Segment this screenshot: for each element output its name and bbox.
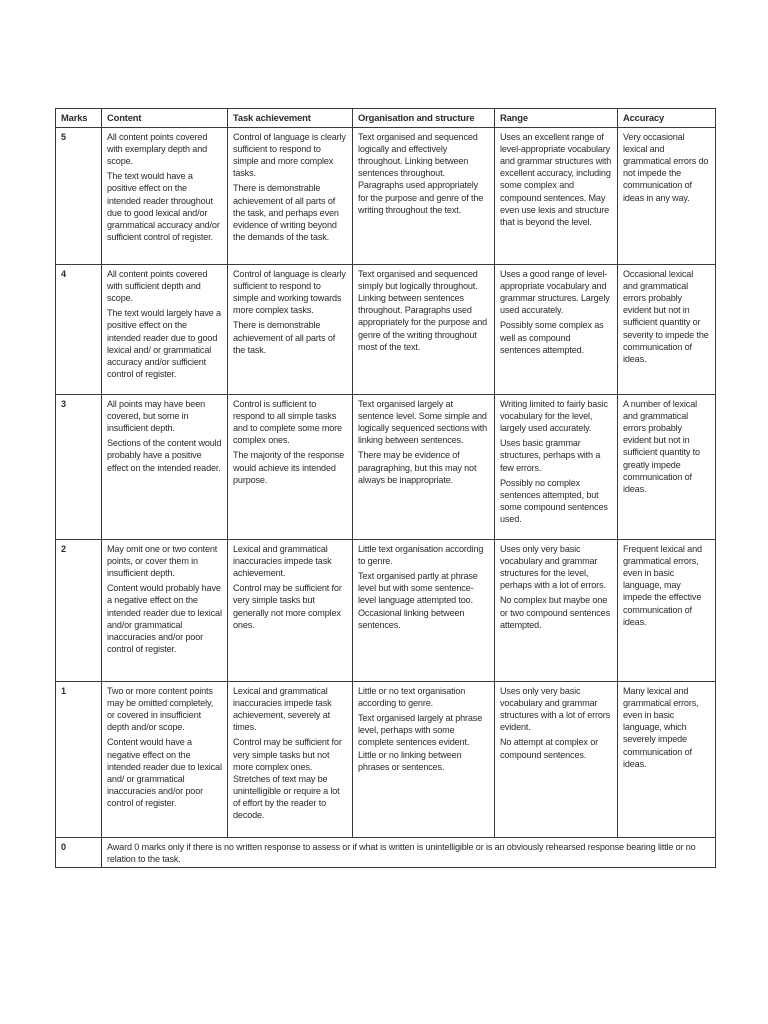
cell-paragraph: Content would probably have a negative effect on the intended reader due to lexical and/or grammatical inaccuracies and/or poor control of register. [107, 583, 222, 654]
header-content: Content [102, 109, 228, 128]
cell-paragraph: Uses an excellent range of level-appropriate vocabulary and grammar structures with excellent accuracy, including some complex and compound sentences. May even use lexis and structure that is beyond the level. [500, 132, 612, 227]
mark-cell: 2 [56, 540, 102, 682]
cell-paragraph: Text organised and sequenced logically and effectively throughout. Linking between sentences throughout. Paragraphs used appropriately for the purpose and genre of the writing throughout the text. [358, 132, 484, 215]
cell-paragraph: There is demonstrable achievement of all parts of the task, and perhaps even evidence of writing beyond the demands of the task. [233, 183, 339, 242]
organisation-cell [353, 540, 495, 682]
cell-paragraph: Uses a good range of level-appropriate vocabulary and grammar structures. Largely used accurately. [500, 269, 610, 316]
zero-marks-note: Award 0 marks only if there is no written response to assess or if what is written is unintelligible or is an obviously rehearsed response bearing little or no relation to the task. [102, 838, 716, 868]
cell-paragraph: Possibly some complex as well as compound sentences attempted. [500, 320, 604, 355]
accuracy-cell [618, 265, 716, 395]
cell-paragraph: Text organised and sequenced simply but logically throughout. Linking between sentences throughout. Paragraphs used appropriately for the purpose and genre of the writing throughout most of the text. [358, 269, 488, 352]
cell-paragraph: Control of language is clearly sufficient to respond to simple and more complex tasks. [233, 132, 346, 179]
mark-cell: 3 [56, 395, 102, 540]
accuracy-cell [618, 128, 716, 265]
cell-paragraph: There is demonstrable achievement of all parts of the task. [233, 320, 336, 355]
range-cell [495, 540, 618, 682]
task-cell [228, 395, 353, 540]
cell-paragraph: Writing limited to fairly basic vocabulary for the level, largely used accurately. [500, 399, 608, 434]
header-range: Range [495, 109, 618, 128]
accuracy-cell [618, 682, 716, 838]
cell-paragraph: There may be evidence of paragraphing, but this may not always be inappropriate. [358, 450, 477, 485]
cell-paragraph: Control may be sufficient for very simple tasks but not more complex ones. Stretches of text may be unintelligible or require a lot of effort by the reader to decode. [233, 737, 342, 821]
range-cell [495, 682, 618, 838]
accuracy-cell [618, 395, 716, 540]
cell-paragraph: Text organised partly at phrase level but with some sentence-level language attempted too. Occasional linking between sentences. [358, 571, 478, 630]
table-row [56, 128, 716, 265]
range-cell [495, 265, 618, 395]
cell-paragraph: Control may be sufficient for very simple tasks but generally not more complex ones. [233, 583, 342, 630]
content-cell [102, 682, 228, 838]
cell-paragraph: The text would have a positive effect on the intended reader throughout due to good lexical and/or grammatical accuracy and/or sufficient control of register. [107, 171, 220, 242]
cell-paragraph: Lexical and grammatical inaccuracies impede task achievement, severely at times. [233, 686, 332, 733]
table-row-zero [56, 838, 716, 868]
cell-paragraph: Very occasional lexical and grammatical errors do not impede the communication of ideas in any way. [623, 132, 709, 203]
task-cell [228, 128, 353, 265]
cell-paragraph: Content would have a negative effect on the intended reader due to lexical and/ or grammatical inaccuracies and/or poor control of register. [107, 737, 222, 808]
cell-paragraph: Uses only very basic vocabulary and grammar structures with a lot of errors evident. [500, 686, 611, 733]
cell-paragraph: Control of language is clearly sufficient to respond to simple and working towards more complex tasks. [233, 269, 346, 316]
content-cell [102, 540, 228, 682]
table-row [56, 395, 716, 540]
range-cell [495, 395, 618, 540]
cell-paragraph: No complex but maybe one or two compound sentences attempted. [500, 595, 610, 630]
table-row [56, 265, 716, 395]
cell-paragraph: Little text organisation according to genre. [358, 544, 484, 567]
cell-paragraph: May omit one or two content points, or cover them in insufficient depth. [107, 544, 218, 579]
cell-paragraph: Sections of the content would probably have a positive effect on the intended reader. [107, 438, 222, 473]
cell-paragraph: Two or more content points may be omitted completely, or covered in insufficient depth and/or scope. [107, 686, 214, 733]
cell-paragraph: Uses basic grammar structures, perhaps with a few errors. [500, 438, 601, 473]
cell-paragraph: All content points covered with exemplary depth and scope. [107, 132, 208, 167]
cell-paragraph: Text organised largely at sentence level. Some simple and logically sequenced sections with linking between sentences. [358, 399, 488, 446]
header-accuracy: Accuracy [618, 109, 716, 128]
table-row [56, 540, 716, 682]
cell-paragraph: Little or no text organisation according to genre. [358, 686, 466, 709]
cell-paragraph: Uses only very basic vocabulary and grammar structures for the level, perhaps with a lot of errors. [500, 544, 606, 591]
cell-paragraph: The majority of the response would achieve its intended purpose. [233, 450, 345, 485]
mark-cell: 4 [56, 265, 102, 395]
organisation-cell [353, 682, 495, 838]
content-cell [102, 265, 228, 395]
content-cell [102, 395, 228, 540]
header-task-achievement: Task achievement [228, 109, 353, 128]
cell-paragraph: No attempt at complex or compound sentences. [500, 737, 598, 760]
mark-cell: 1 [56, 682, 102, 838]
cell-paragraph: Occasional lexical and grammatical errors probably evident but not in sufficient quantity or severity to impede the communication of ideas. [623, 269, 709, 364]
organisation-cell [353, 128, 495, 265]
cell-paragraph: Text organised largely at phrase level, perhaps with some complete sentences evident. Little or no linking between phrases or sentences. [358, 713, 483, 772]
cell-paragraph: Possibly no complex sentences attempted, but some compound sentences used. [500, 477, 608, 524]
rubric-header [56, 109, 716, 128]
range-cell [495, 128, 618, 265]
cell-paragraph: Many lexical and grammatical errors, even in basic language, which severely impede communication of ideas. [623, 686, 699, 769]
organisation-cell [353, 395, 495, 540]
header-marks: Marks [56, 109, 102, 128]
table-row [56, 682, 716, 838]
accuracy-cell [618, 540, 716, 682]
marking-rubric-table [55, 108, 716, 868]
task-cell [228, 265, 353, 395]
cell-paragraph: A number of lexical and grammatical errors probably evident but not in sufficient quantity to greatly impede communication of ideas. [623, 399, 700, 494]
task-cell [228, 682, 353, 838]
mark-cell: 5 [56, 128, 102, 265]
cell-paragraph: The text would largely have a positive effect on the intended reader due to good lexical and/ or grammatical accuracy and/or sufficient control of register. [107, 308, 221, 379]
mark-cell: 0 [56, 838, 102, 868]
organisation-cell [353, 265, 495, 395]
content-cell [102, 128, 228, 265]
cell-paragraph: Lexical and grammatical inaccuracies impede task achievement. [233, 544, 332, 579]
cell-paragraph: All content points covered with sufficient depth and scope. [107, 269, 208, 304]
header-row [56, 109, 716, 128]
task-cell [228, 540, 353, 682]
cell-paragraph: All points may have been covered, but some in insufficient depth. [107, 399, 206, 434]
cell-paragraph: Control is sufficient to respond to all simple tasks and to complete some more complex ones. [233, 399, 342, 446]
cell-paragraph: Frequent lexical and grammatical errors, even in basic language, may impede the effective communication of ideas. [623, 544, 702, 627]
header-organisation: Organisation and structure [353, 109, 495, 128]
